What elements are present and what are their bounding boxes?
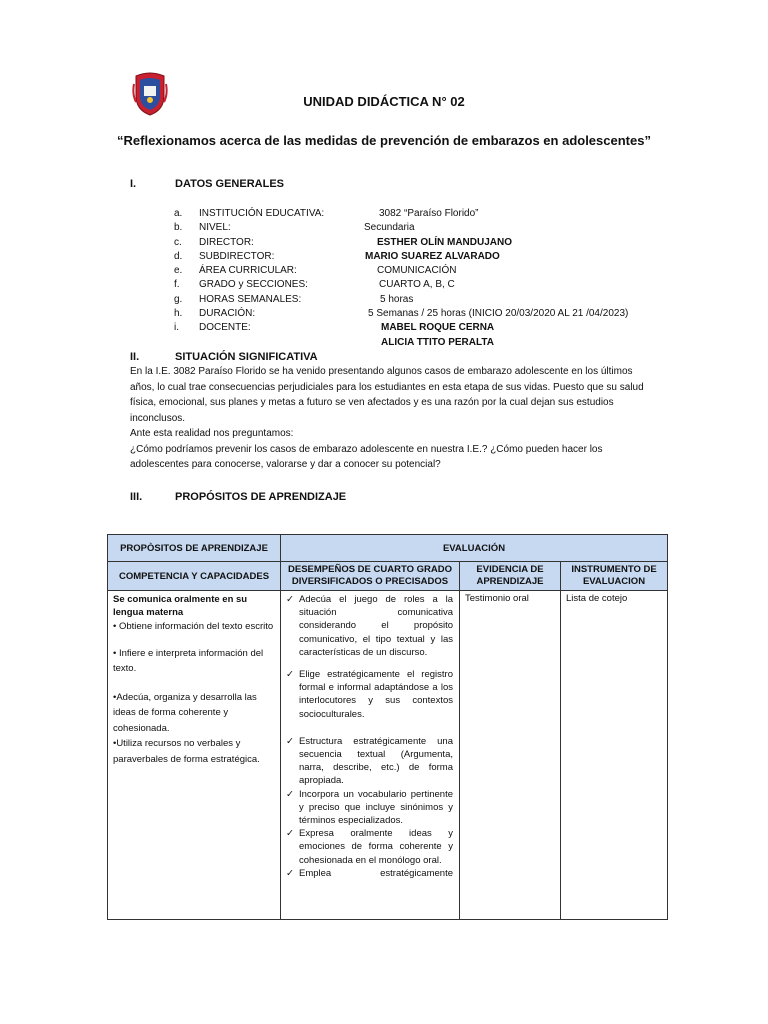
general-item-docente-2: [174, 336, 664, 350]
capacidad-item: •Adecúa, organiza y desarrolla las ideas de forma coherente y cohesionada.: [113, 691, 257, 734]
situation-paragraph: En la I.E. 3082 Paraíso Florido se ha venido presentando algunos casos de embarazo adolescente en los últimos años, lo cual trae consecuencias perjudiciales para los estudiantes en esta etapa de sus vidas. Puesto que su salud física, emocional, sus planes y metas a futuro se ven afectados y es una razón por la cual dejan sus estudios inconclusos.: [130, 366, 644, 424]
header-propositos: PROPÒSITOS DE APRENDIZAJE: [108, 535, 281, 562]
desempeno-text: Expresa oralmente ideas y emociones de forma coherente y cohesionada en el monólogo oral.: [299, 828, 453, 866]
desempeno-text: Emplea estratégicamente: [299, 867, 453, 879]
item-value: ALICIA TTITO PERALTA: [381, 336, 494, 348]
check-icon: ✓: [286, 735, 294, 747]
desempeno-item: [286, 668, 453, 721]
school-logo: [132, 70, 168, 116]
check-icon: ✓: [286, 594, 294, 605]
item-letter: h.: [174, 308, 183, 320]
item-letter: f.: [174, 279, 180, 291]
item-label: DIRECTOR:: [199, 236, 254, 248]
check-icon: ✓: [286, 669, 294, 681]
desempeno-text: Elige estratégicamente el registro formal e informal adaptándose a los interlocutores y sus contextos socioculturales.: [299, 669, 453, 720]
section-2-number: II.: [130, 351, 140, 363]
item-label: DOCENTE:: [199, 322, 251, 334]
item-value: ESTHER OLÍN MANDUJANO: [377, 236, 513, 248]
competencia-cell: [108, 591, 281, 920]
document-subtitle: “Reflexionamos acerca de las medidas de prevención de embarazos en adolescentes”: [117, 133, 651, 148]
situation-text: [130, 364, 654, 473]
desempeno-item: [286, 593, 453, 659]
item-label: NIVEL:: [199, 222, 231, 234]
item-letter: e.: [174, 265, 183, 277]
section-1-title: DATOS GENERALES: [175, 178, 284, 190]
header-desempenos: DESEMPEÑOS DE CUARTO GRADO DIVERSIFICADOS O PRECISADOS: [281, 562, 460, 591]
header-evaluacion: EVALUACIÓN: [281, 535, 668, 562]
item-label: INSTITUCIÓN EDUCATIVA:: [199, 208, 325, 219]
item-value: 5 Semanas / 25 horas (INICIO 20/03/2020 AL 21 /04/2023): [368, 308, 629, 320]
desempeno-item: [286, 867, 453, 880]
item-letter: d.: [174, 250, 183, 262]
item-value: 5 horas: [380, 293, 414, 305]
table-subheader-row: [108, 562, 668, 591]
general-item-duracion: [174, 307, 664, 321]
evidencia-cell: Testimonio oral: [460, 591, 561, 920]
table-row: [108, 591, 668, 920]
desempeno-item: [286, 827, 453, 867]
general-item-nivel: [174, 221, 664, 235]
item-label: HORAS SEMANALES:: [199, 293, 302, 305]
item-letter: a.: [174, 208, 183, 219]
capacidad-item: • Obtiene información del texto escrito: [113, 621, 274, 632]
capacidad-item: •Utiliza recursos no verbales y paraverbales de forma estratégica.: [113, 738, 260, 765]
general-data-list: [174, 207, 664, 350]
desempeno-text: Estructura estratégicamente una secuencia textual (Argumenta, narra, describe, etc.) de forma apropiada.: [299, 735, 453, 787]
table-header-row: [108, 535, 668, 562]
header-competencia: COMPETENCIA Y CAPACIDADES: [108, 562, 281, 591]
item-letter: b.: [174, 222, 183, 234]
item-value: COMUNICACIÓN: [377, 265, 457, 277]
item-value: Secundaria: [364, 222, 415, 234]
item-label: GRADO y SECCIONES:: [199, 279, 308, 291]
section-3-title: PROPÓSITOS DE APRENDIZAJE: [175, 491, 347, 503]
item-letter: c.: [174, 236, 182, 248]
situation-question: ¿Cómo podríamos prevenir los casos de embarazo adolescente en nuestra I.E.? ¿Cómo pueden hacer los adolescentes para conocerse, valorarse y dar a conocer su potencial?: [130, 443, 603, 470]
item-label: DURACIÓN:: [199, 308, 256, 320]
general-item-horas: [174, 293, 664, 307]
general-item-subdirector: [174, 250, 664, 264]
item-label: SUBDIRECTOR:: [199, 250, 275, 262]
section-2-title: SITUACIÓN SIGNIFICATIVA: [175, 351, 318, 363]
item-value: CUARTO A, B, C: [379, 279, 455, 291]
general-item-docente: [174, 321, 664, 335]
item-value: 3082 “Paraíso Florido”: [379, 208, 479, 219]
instrumento-cell: Lista de cotejo: [561, 591, 668, 920]
desempeno-text: Adecúa el juego de roles a la situación comunicativa considerando el propósito comunicativo, el tipo textual y las características de un discurso.: [299, 594, 453, 658]
desempeno-item: [286, 788, 453, 828]
item-label: ÁREA CURRICULAR:: [199, 265, 297, 277]
item-letter: g.: [174, 293, 183, 305]
capacidad-item: • Infiere e interpreta información del texto.: [113, 647, 264, 674]
item-letter: i.: [174, 322, 179, 334]
situation-line: Ante esta realidad nos preguntamos:: [130, 428, 294, 439]
header-evidencia: EVIDENCIA DE APRENDIZAJE: [460, 562, 561, 591]
general-item-institucion: [174, 207, 664, 221]
purposes-table: [107, 534, 668, 920]
section-3-number: III.: [130, 491, 143, 503]
section-1-number: I.: [130, 178, 137, 190]
competencia-title: Se comunica oralmente en su lengua materna: [113, 594, 248, 618]
item-value: MARIO SUAREZ ALVARADO: [365, 250, 500, 262]
general-item-director: [174, 236, 664, 250]
check-icon: ✓: [286, 828, 294, 840]
document-title: UNIDAD DIDÁCTICA N° 02: [303, 94, 465, 109]
header-instrumento: INSTRUMENTO DE EVALUACION: [561, 562, 668, 591]
check-icon: ✓: [286, 867, 294, 879]
check-icon: ✓: [286, 788, 294, 800]
desempenos-cell: [281, 591, 460, 920]
desempeno-text: Incorpora un vocabulario pertinente y preciso que incluye sinónimos y términos especializados.: [299, 788, 453, 827]
general-item-grado: [174, 278, 664, 292]
desempeno-item: [286, 735, 453, 788]
general-item-area: [174, 264, 664, 278]
item-value: MABEL ROQUE CERNA: [381, 322, 495, 334]
